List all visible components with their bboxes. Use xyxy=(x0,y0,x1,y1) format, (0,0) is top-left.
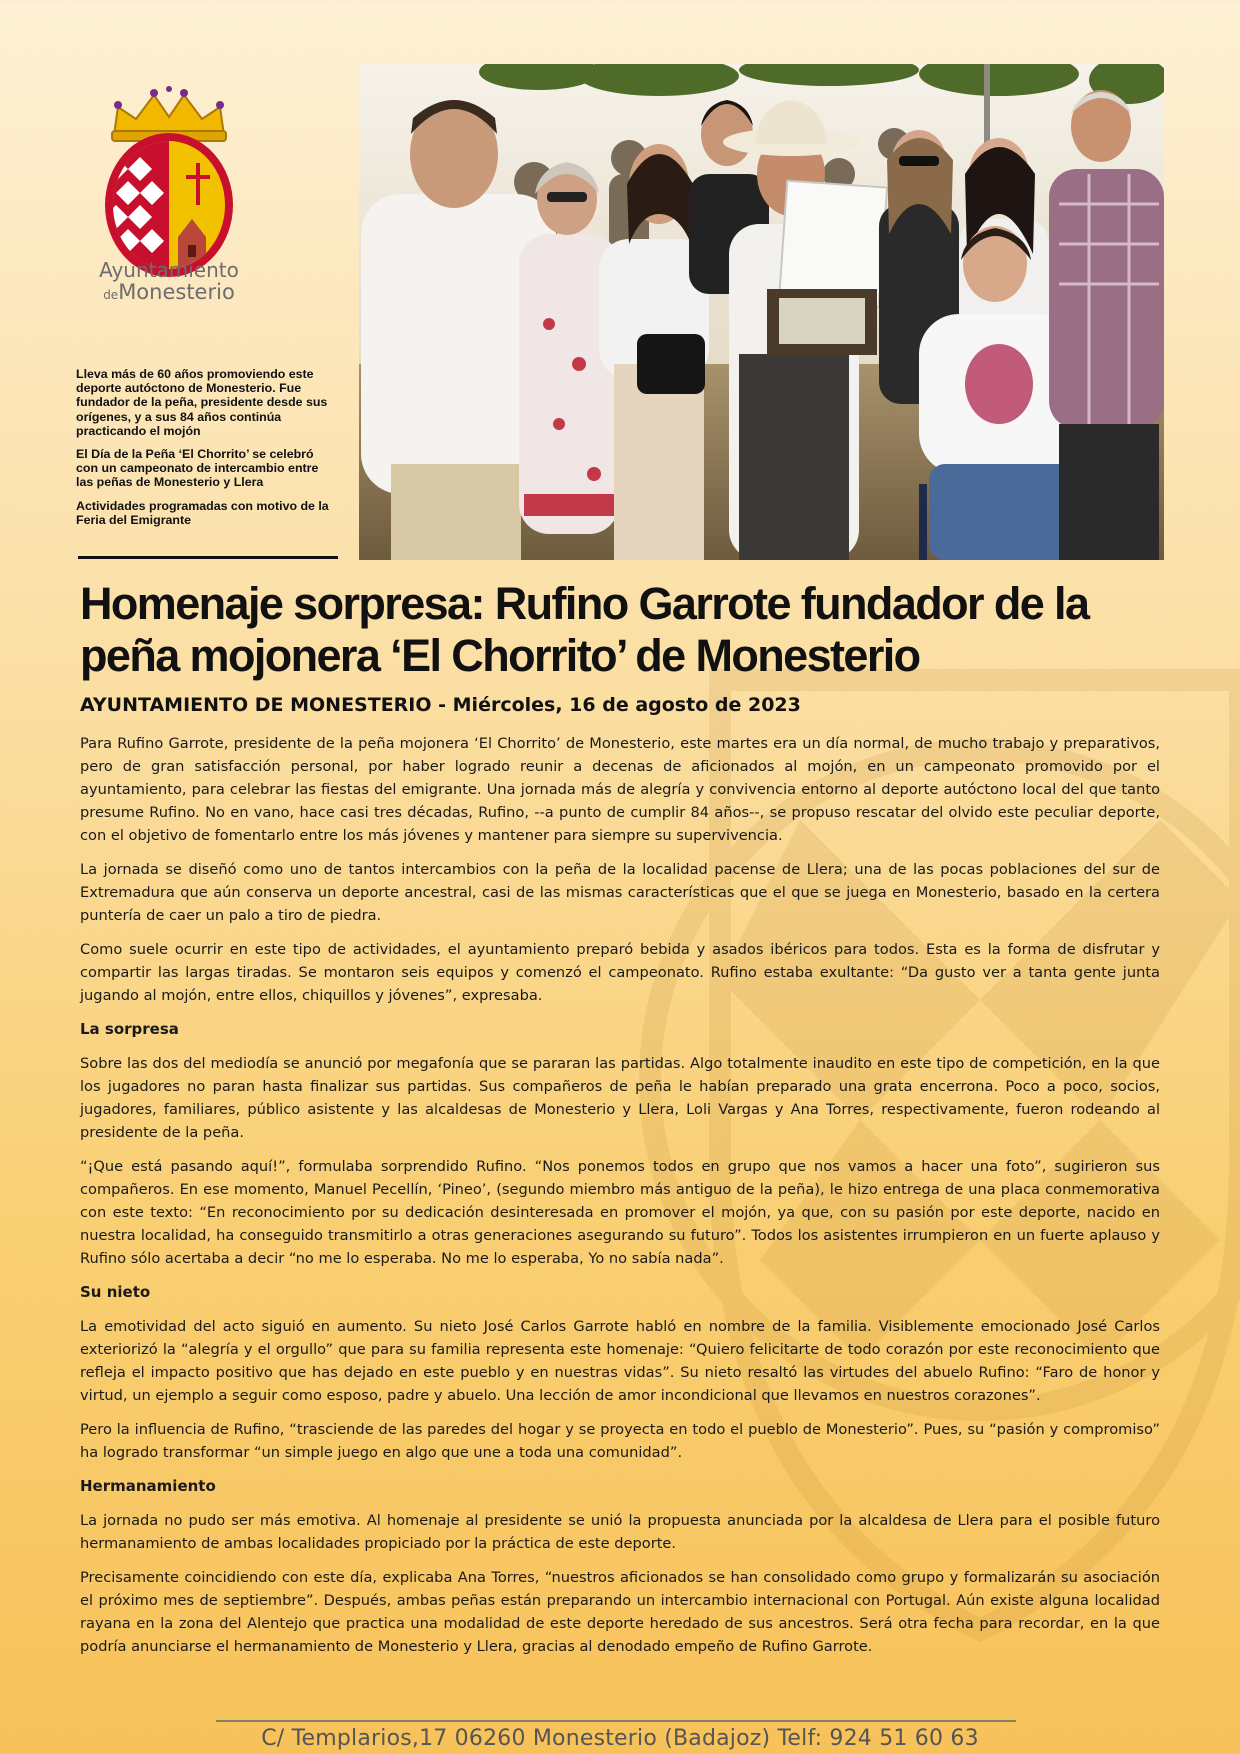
paragraph: Precisamente coincidiendo con este día, explicaba Ana Torres, “nuestros aficionados se han consolidado como grupo y formalizarán su asociación el próximo mes de septiembre”. Después, ambas peñas están preparando un intercambio internacional con Portugal. Aún existe alguna localidad rayana en la zona del Alentejo que practica una modalidad de este deporte heredado de sus ancestros. Será otra fecha para recordar, en la que podría anunciarse el hermanamiento de Monesterio y Llera, gracias al denodado empeño de Rufino Garrote. xyxy=(80,1569,1160,1655)
logo-text xyxy=(84,260,254,303)
logo-line-2: deMonesterio xyxy=(103,280,235,304)
dateline: AYUNTAMIENTO DE MONESTERIO - Miércoles, 16 de agosto de 2023 xyxy=(80,694,801,716)
footer-divider xyxy=(216,1720,1016,1722)
shield-icon xyxy=(104,133,233,277)
group-photo xyxy=(359,64,1164,560)
paragraph: Como suele ocurrir en este tipo de actividades, el ayuntamiento preparó bebida y asados ibéricos para todos. Esta es la forma de disfrutar y compartir las largas tiradas. Se montaron seis equipos y comenzó el campeonato. Rufino estaba exultante: “Da gusto ver a tanta gente junta jugando al mojón, entre ellos, chiquillos y jóvenes”, expresaba. xyxy=(80,941,1160,1004)
summary-3: Actividades programadas con motivo de la Feria del Emigrante xyxy=(76,498,329,527)
paragraph: La jornada no pudo ser más emotiva. Al homenaje al presidente se unió la propuesta anunciada por la alcaldesa de Llera para el posible futuro hermanamiento de ambas localidades propiciado por la práctica de este deporte. xyxy=(80,1512,1160,1552)
paragraph: La jornada se diseñó como uno de tantos intercambios con la peña de la localidad pacense de Llera; una de las pocas poblaciones del sur de Extremadura que aún conserva un deporte ancestral, casi de las mismas características que el que se juega en Monesterio, basado en la certera puntería de caer un palo a tiro de piedra. xyxy=(80,861,1160,924)
paragraph: “¡Que está pasando aquí!”, formulaba sorprendido Rufino. “Nos ponemos todos en grupo que nos vamos a hacer una foto”, sugirieron sus compañeros. En ese momento, Manuel Pecellín, ‘Pineo’, (segundo miembro más antiguo de la peña), le hizo entrega de una placa conmemorativa con este texto: “En reconocimiento por su dedicación desinteresada en promover el mojón, ya que, con su pasión por este deporte, nacido en nuestra localidad, ha conseguido transmitirlo a otras generaciones asegurando su futuro”. Todos los asistentes irrumpieron en un fuerte aplauso y Rufino sólo acertaba a decir “no me lo esperaba. No me lo esperaba, Yo no sabía nada”. xyxy=(80,1158,1160,1267)
summary-divider xyxy=(78,556,338,559)
article-body xyxy=(80,732,1160,1669)
article-summaries xyxy=(76,367,338,536)
footer-address: C/ Templarios,17 06260 Monesterio (Badajoz) Telf: 924 51 60 63 xyxy=(261,1726,979,1751)
subheading-su-nieto: Su nieto xyxy=(80,1283,151,1301)
headline: Homenaje sorpresa: Rufino Garrote fundador de la peña mojonera ‘El Chorrito’ de Monesterio xyxy=(80,578,1089,681)
subheading-hermanamiento: Hermanamiento xyxy=(80,1477,216,1495)
summary-1: Lleva más de 60 años promoviendo este deporte autóctono de Monesterio. Fue fundador de la peña, presidente desde sus orígenes, y a sus 84 años continúa practicando el mojón xyxy=(76,367,328,438)
paragraph: Sobre las dos del mediodía se anunció por megafonía que se pararan las partidas. Algo totalmente inaudito en este tipo de competición, en la que los jugadores no paran hasta finalizar sus partidas. Sus compañeros de peña le habían preparado una grata encerrona. Poco a poco, socios, jugadores, familiares, público asistente y las alcaldesas de Monesterio y Llera, Loli Vargas y Ana Torres, respectivamente, fueron rodeando al presidente de la peña. xyxy=(80,1055,1160,1141)
logo-line-1: Ayuntamiento xyxy=(99,258,239,282)
subheading-la-sorpresa: La sorpresa xyxy=(80,1020,179,1038)
crown-icon xyxy=(112,86,226,141)
paragraph: La emotividad del acto siguió en aumento. Su nieto José Carlos Garrote habló en nombre de la familia. Visiblemente emocionado José Carlos exteriorizó la “alegría y el orgullo” que para su familia representa este homenaje: “Quiero felicitarte de todo corazón por este reconocimiento que refleja el impacto positivo que has dejado en este pueblo y en nuestras vidas”. Su nieto resaltó las virtudes del abuelo Rufino: “Faro de honor y virtud, un ejemplo a seguir como esposo, padre y abuelo. Una lección de amor incondicional que llevamos en nuestros corazones”. xyxy=(80,1318,1160,1404)
summary-2: El Día de la Peña ‘El Chorrito’ se celebró con un campeonato de intercambio entre las peñas de Monesterio y Llera xyxy=(76,447,319,490)
paragraph: Para Rufino Garrote, presidente de la peña mojonera ‘El Chorrito’ de Monesterio, este martes era un día normal, de mucho trabajo y preparativos, pero de gran satisfacción personal, por haber logrado reunir a decenas de aficionados al mojón, en un campeonato promovido por el ayuntamiento, para celebrar las fiestas del emigrante. Una jornada más de alegría y convivencia entorno al deporte autóctono local del que tanto presume Rufino. No en vano, hace casi tres décadas, Rufino, --a punto de cumplir 84 años--, se propuso rescatar del olvido este peculiar deporte, con el objetivo de fomentarlo entre los más jóvenes y mantener para siempre su supervivencia. xyxy=(80,735,1160,844)
paragraph: Pero la influencia de Rufino, “trasciende de las paredes del hogar y se proyecta en todo el pueblo de Monesterio”. Pues, su “pasión y compromiso” ha logrado transformar “un simple juego en algo que une a toda una comunidad”. xyxy=(80,1421,1160,1461)
